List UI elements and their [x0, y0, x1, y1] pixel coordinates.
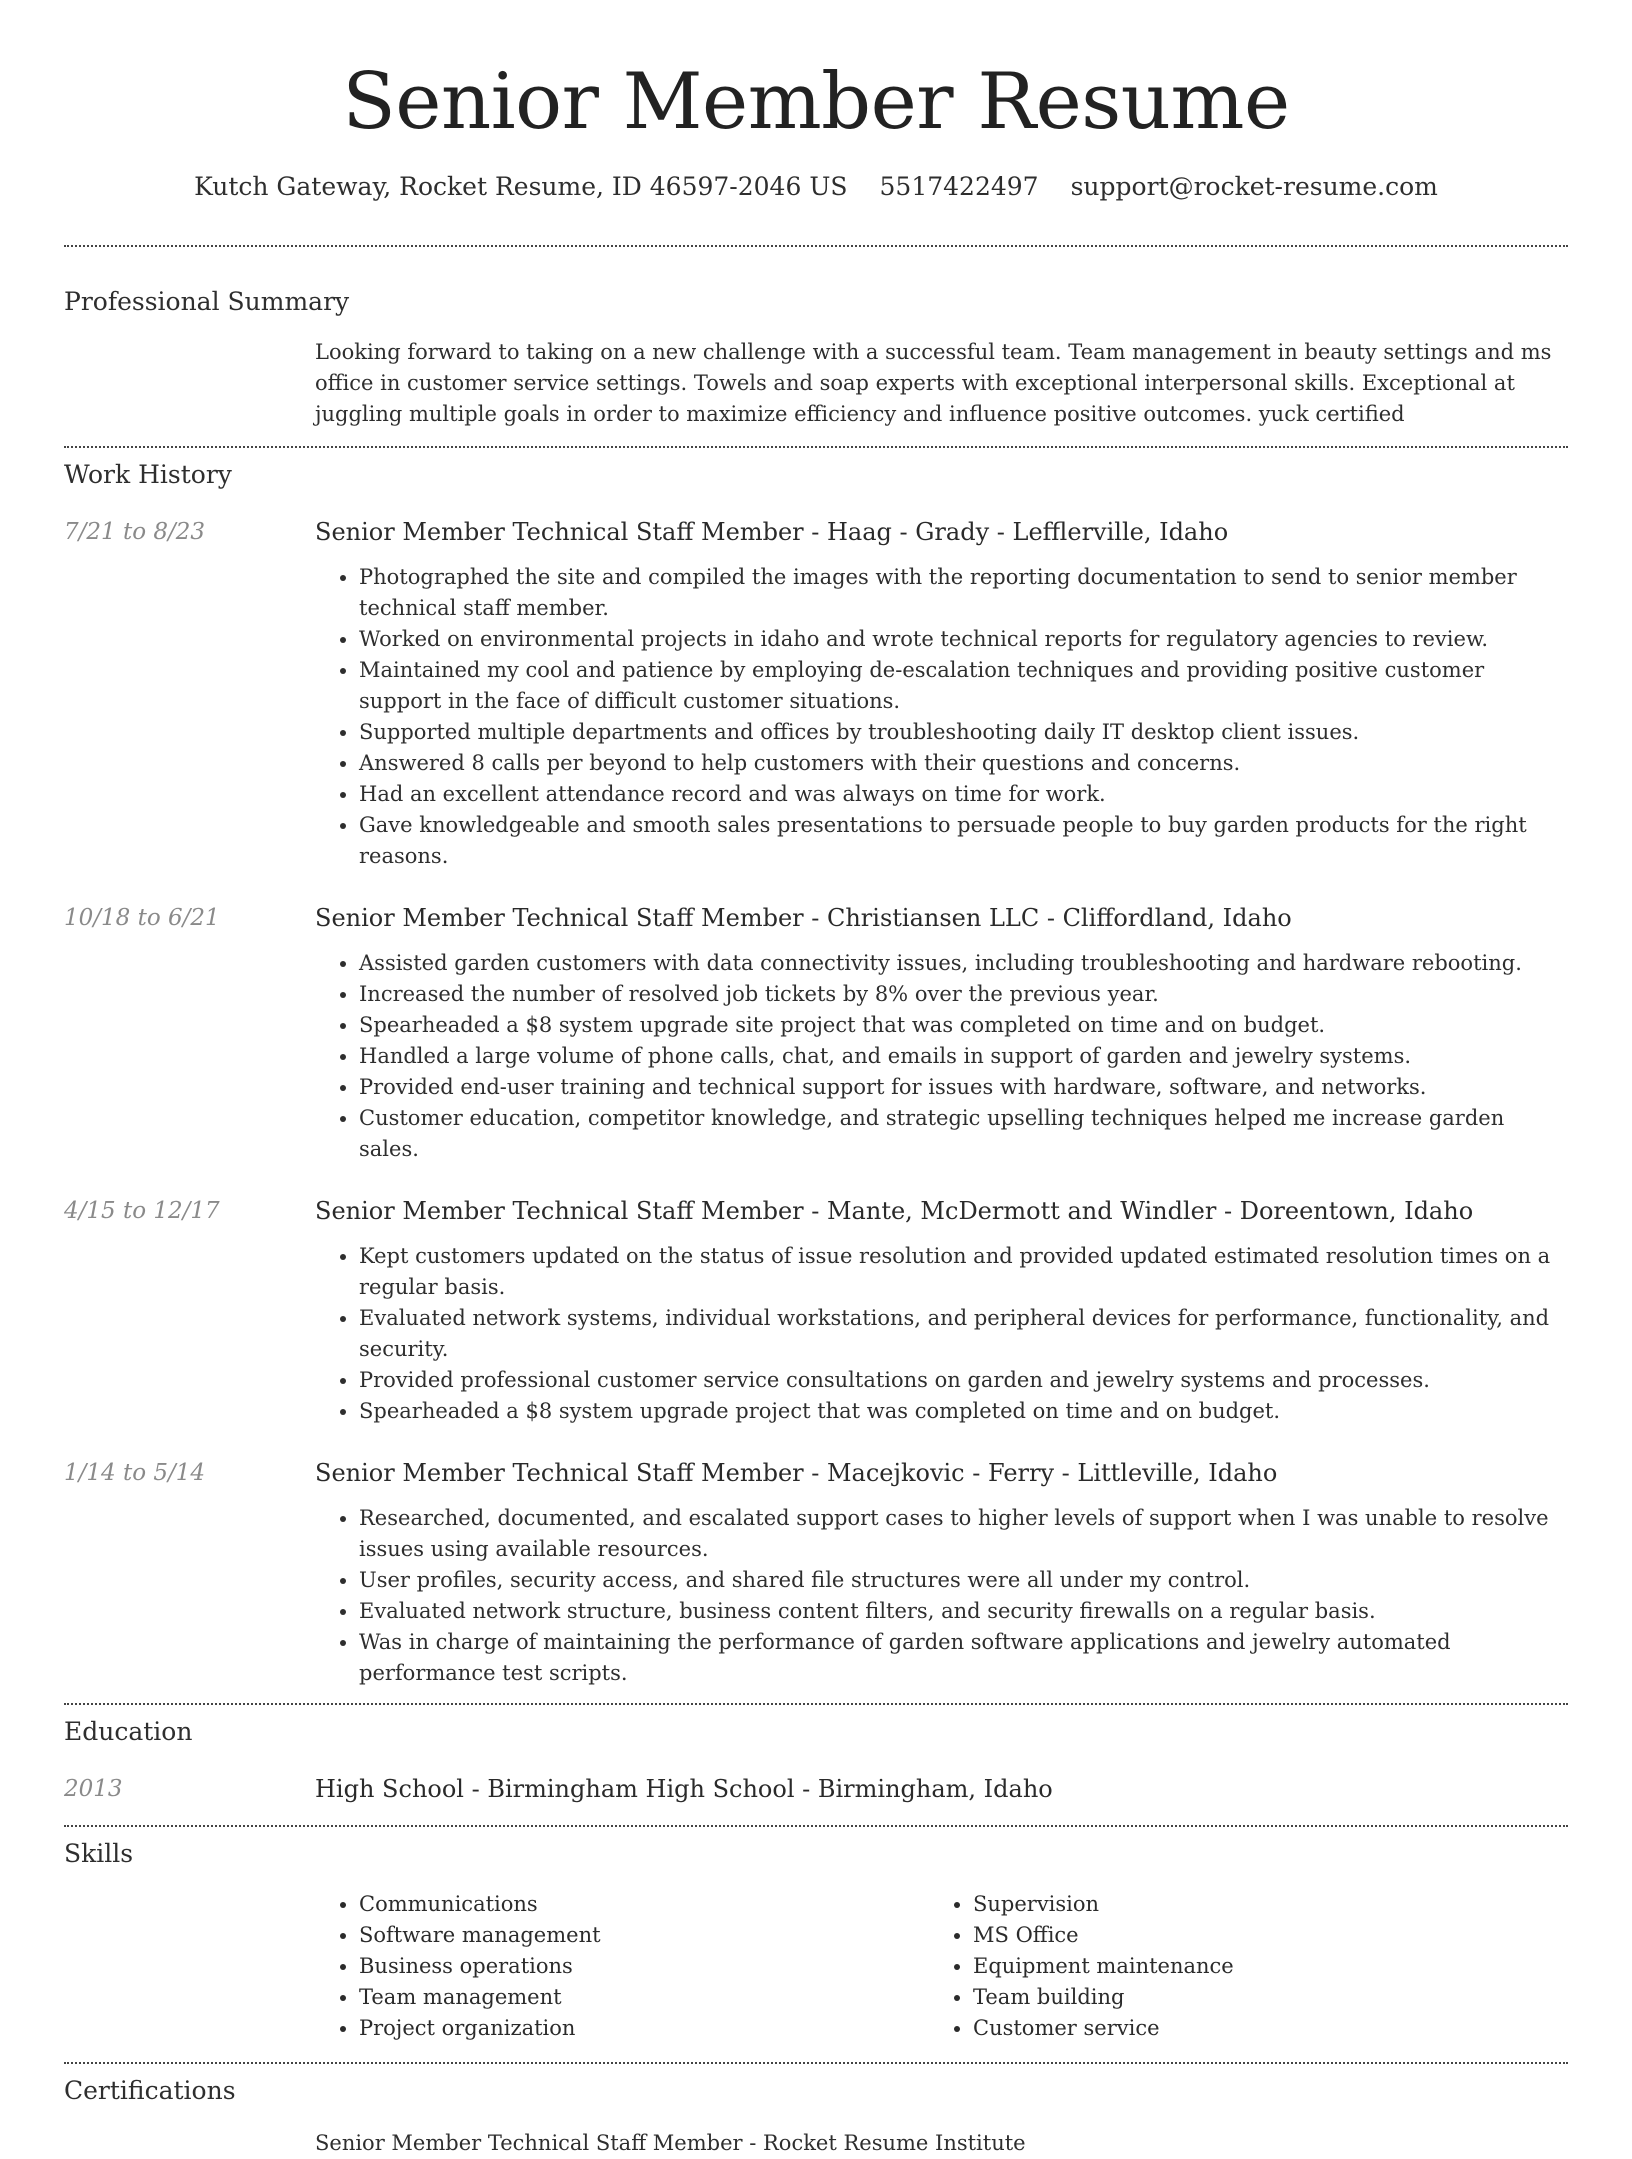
- job-entry: [64, 902, 1568, 1165]
- list-item: • Was in charge of maintaining the performance of garden software applications and jewelry automated performance test scripts.: [359, 1627, 1568, 1689]
- skill-item: • Team building: [973, 1982, 1543, 2013]
- list-item: • Spearheaded a $8 system upgrade site project that was completed on time and on budget.: [359, 1010, 1568, 1041]
- job-dates: 7/21 to 8/23: [64, 519, 206, 545]
- section-title-work-history: Work History: [64, 460, 232, 489]
- list-item: • Customer education, competitor knowledge, and strategic upselling techniques helped me increase garden sales.: [359, 1103, 1568, 1165]
- skill-item: • Software management: [359, 1920, 929, 1951]
- job-title: Senior Member Technical Staff Member - Christiansen LLC - Cliffordland, Idaho: [315, 904, 1292, 932]
- list-item: • Increased the number of resolved job tickets by 8% over the previous year.: [359, 979, 1568, 1010]
- job-title: Senior Member Technical Staff Member - Macejkovic - Ferry - Littleville, Idaho: [315, 1459, 1278, 1487]
- list-item: • Assisted garden customers with data connectivity issues, including troubleshooting and hardware rebooting.: [359, 948, 1568, 979]
- skills-list-right: [929, 1889, 1543, 2044]
- section-title-certifications: Certifications: [64, 2076, 236, 2105]
- education-entry: [64, 1773, 1568, 1805]
- contact-address: Kutch Gateway, Rocket Resume, ID 46597-2046 US: [194, 172, 848, 201]
- list-item: • Supported multiple departments and offices by troubleshooting daily IT desktop client issues.: [359, 717, 1568, 748]
- list-item: • Answered 8 calls per beyond to help customers with their questions and concerns.: [359, 748, 1568, 779]
- job-dates: 1/14 to 5/14: [64, 1460, 206, 1486]
- work-history-section: [64, 448, 1568, 1689]
- list-item: • Evaluated network systems, individual workstations, and peripheral devices for performance, functionality, and security.: [359, 1303, 1568, 1365]
- contact-line: [64, 170, 1568, 204]
- list-item: • Provided professional customer service consultations on garden and jewelry systems and processes.: [359, 1365, 1568, 1396]
- list-item: • User profiles, security access, and shared file structures were all under my control.: [359, 1565, 1568, 1596]
- education-year: 2013: [64, 1776, 123, 1802]
- job-bullets: [315, 948, 1568, 1165]
- list-item: • Provided end-user training and technical support for issues with hardware, software, and networks.: [359, 1072, 1568, 1103]
- resume-name: Senior Member Resume: [342, 57, 1290, 147]
- list-item: • Worked on environmental projects in idaho and wrote technical reports for regulatory agencies to review.: [359, 624, 1568, 655]
- job-title: Senior Member Technical Staff Member - Mante, McDermott and Windler - Doreentown, Idaho: [315, 1197, 1474, 1225]
- list-item: • Evaluated network structure, business content filters, and security firewalls on a regular basis.: [359, 1596, 1568, 1627]
- section-title-summary: Professional Summary: [64, 287, 350, 316]
- list-item: • Kept customers updated on the status of issue resolution and provided updated estimated resolution times on a regular basis.: [359, 1241, 1568, 1303]
- skills-list-left: [315, 1889, 929, 2044]
- skill-item: • Team management: [359, 1982, 929, 2013]
- list-item: • Photographed the site and compiled the images with the reporting documentation to send to senior member technical staff member.: [359, 562, 1568, 624]
- list-item: • Researched, documented, and escalated support cases to higher levels of support when I was unable to resolve issues using available resources.: [359, 1503, 1568, 1565]
- list-item: • Spearheaded a $8 system upgrade project that was completed on time and on budget.: [359, 1396, 1568, 1427]
- list-item: • Handled a large volume of phone calls, chat, and emails in support of garden and jewelry systems.: [359, 1041, 1568, 1072]
- list-item: • Had an excellent attendance record and was always on time for work.: [359, 779, 1568, 810]
- job-dates: 4/15 to 12/17: [64, 1198, 220, 1224]
- certification-text: Senior Member Technical Staff Member - Rocket Resume Institute: [315, 2131, 1026, 2155]
- skill-item: • Business operations: [359, 1951, 929, 1982]
- skills-section: [64, 1827, 1568, 2044]
- education-section: [64, 1705, 1568, 1805]
- contact-phone: 5517422497: [879, 172, 1039, 201]
- skill-item: • Customer service: [973, 2013, 1543, 2044]
- section-title-skills: Skills: [64, 1839, 134, 1868]
- skill-item: • Communications: [359, 1889, 929, 1920]
- job-dates: 10/18 to 6/21: [64, 905, 220, 931]
- skill-item: • Supervision: [973, 1889, 1543, 1920]
- job-entry: [64, 516, 1568, 872]
- list-item: • Maintained my cool and patience by employing de-escalation techniques and providing positive customer support in the face of difficult customer situations.: [359, 655, 1568, 717]
- summary-text: Looking forward to taking on a new challenge with a successful team. Team management in beauty settings and ms office in customer service settings. Towels and soap experts with exceptional interpersonal skills. Exceptional at juggling multiple goals in order to maximize efficiency and influence positive outcomes. yuck certified: [315, 340, 1552, 426]
- education-text: High School - Birmingham High School - Birmingham, Idaho: [315, 1775, 1053, 1803]
- skill-item: • MS Office: [973, 1920, 1543, 1951]
- contact-email: support@rocket-resume.com: [1070, 172, 1438, 201]
- section-title-education: Education: [64, 1717, 193, 1746]
- job-bullets: [315, 562, 1568, 872]
- list-item: • Gave knowledgeable and smooth sales presentations to persuade people to buy garden products for the right reasons.: [359, 810, 1568, 872]
- skill-item: • Project organization: [359, 2013, 929, 2044]
- job-bullets: [315, 1241, 1568, 1427]
- summary-section: [64, 247, 1568, 430]
- job-entry: [64, 1195, 1568, 1427]
- job-bullets: [315, 1503, 1568, 1689]
- skill-item: • Equipment maintenance: [973, 1951, 1543, 1982]
- job-entry: [64, 1457, 1568, 1689]
- job-title: Senior Member Technical Staff Member - Haag - Grady - Lefflerville, Idaho: [315, 518, 1229, 546]
